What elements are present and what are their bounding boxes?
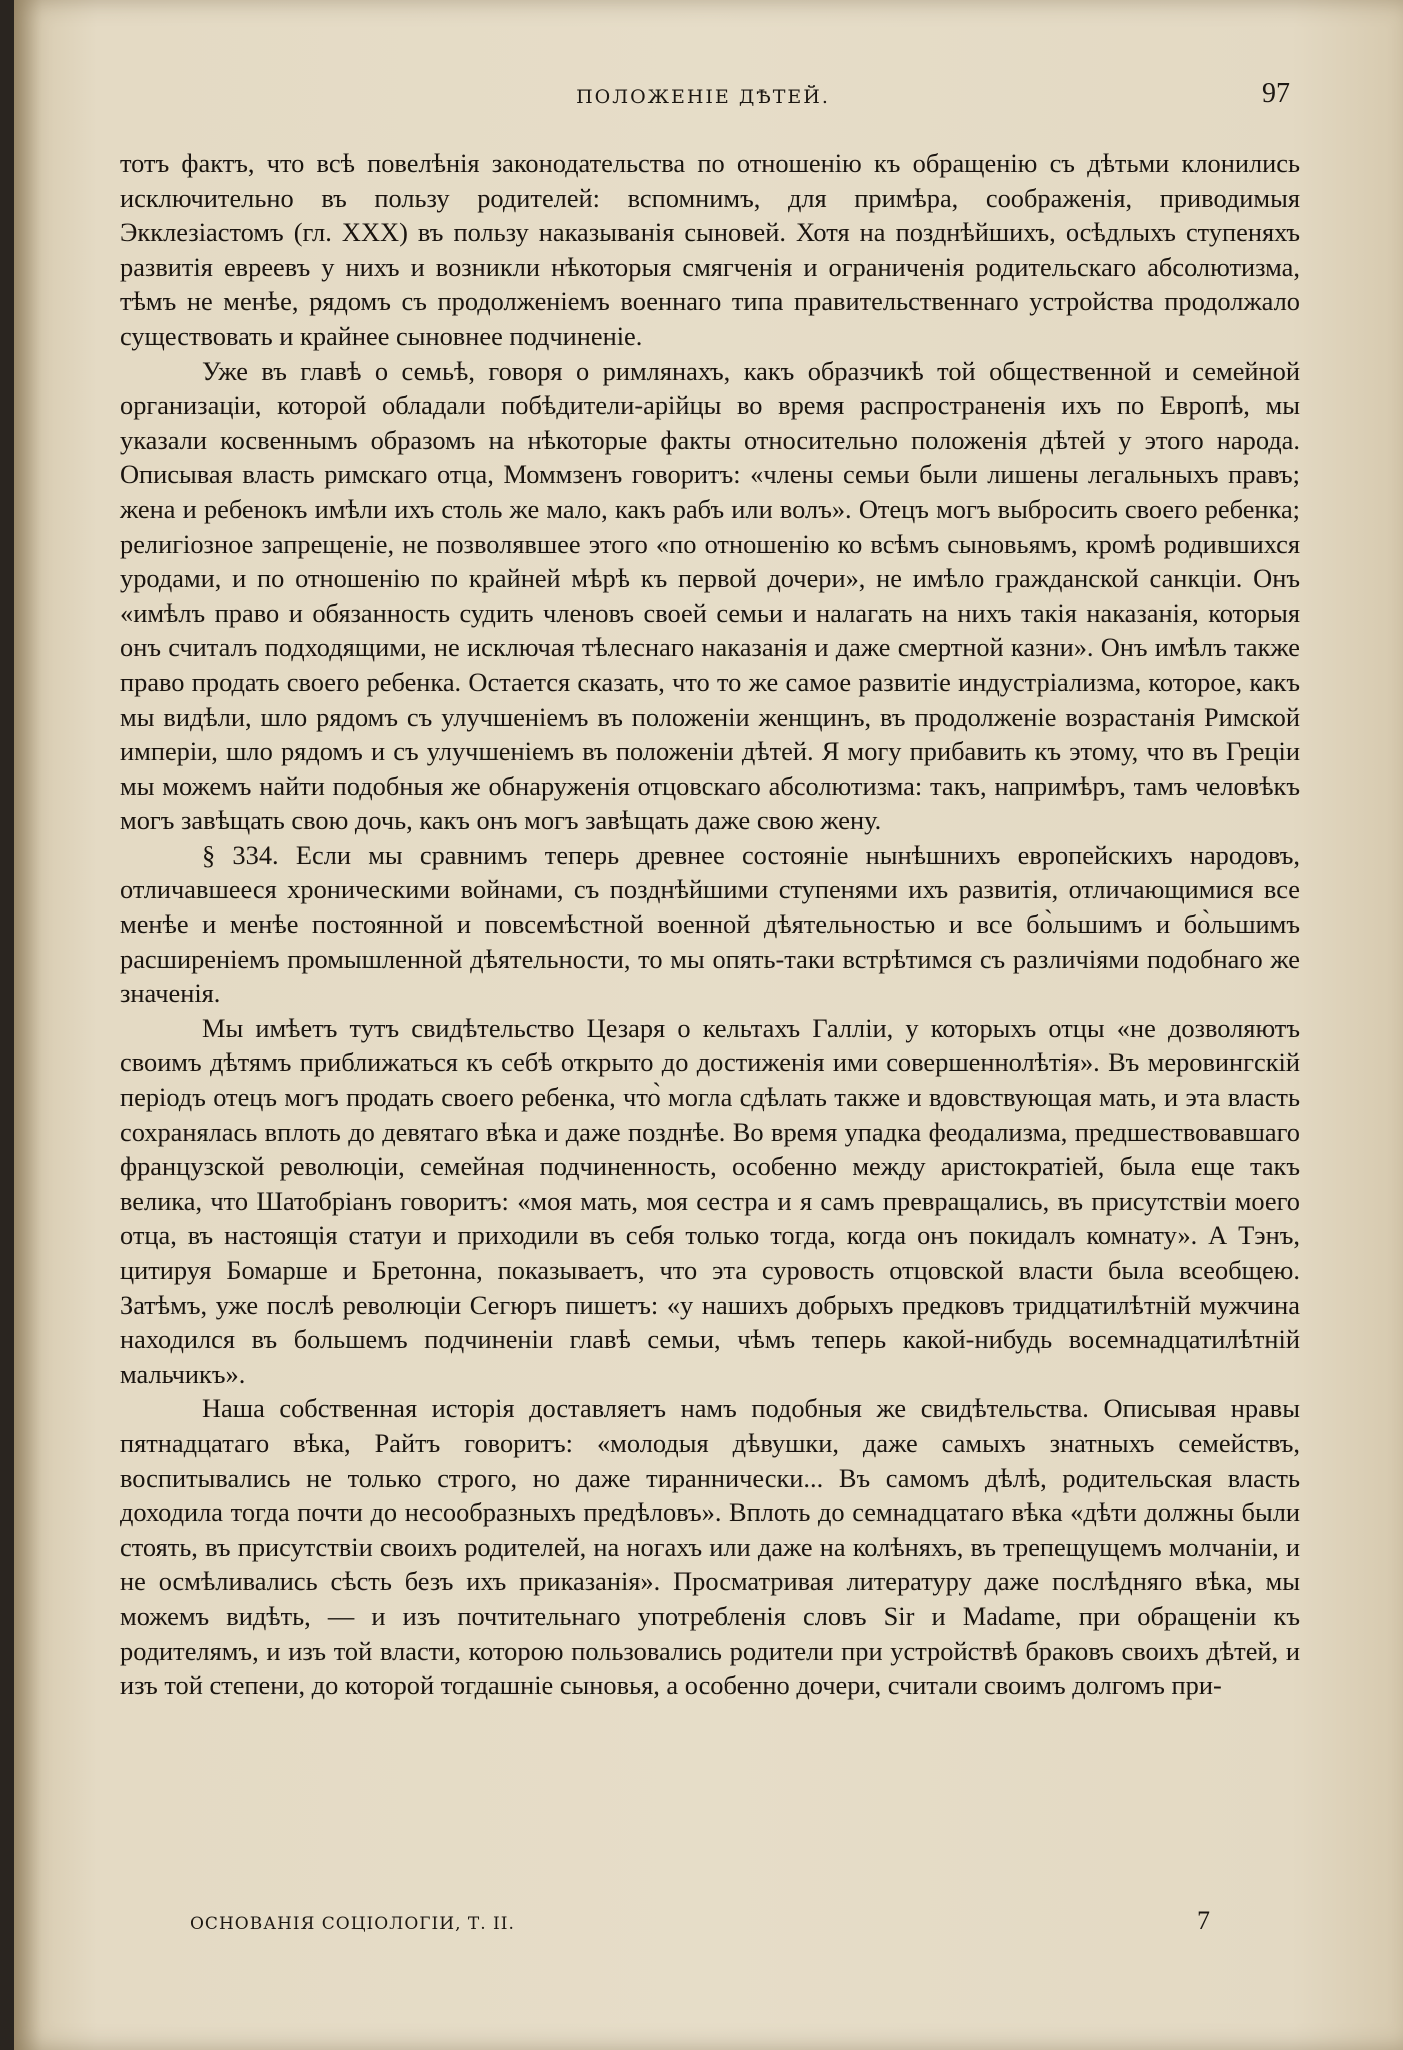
printer-signature: ОСНОВАНІЯ СОЦІОЛОГІИ, Т. II. [190, 1914, 515, 1934]
running-head: ПОЛОЖЕНІЕ ДѢТЕЙ. [576, 86, 830, 108]
paragraph: Мы имѣетъ тутъ свидѣтельство Цезаря о кельтахъ Галліи, у которыхъ отцы «не дозволяютъ своимъ дѣтямъ приближаться къ себѣ открыто до достиженія ими совершеннолѣтія». Въ меровингскій періодъ отецъ могъ продать своего ребенка, что̀ могла сдѣлать также и вдовствующая мать, и эта власть сохранялась вплоть до девятаго вѣка и даже позднѣе. Во время упадка феодализма, предшествовавшаго французской революціи, семейная подчиненность, особенно между аристократіей, была еще такъ велика, что Шатобріанъ говоритъ: «моя мать, моя сестра и я самъ превращались, въ присутствіи моего отца, въ настоящія статуи и приходили въ себя только тогда, когда онъ покидалъ комнату». А Тэнъ, цитируя Бомарше и Бретонна, показываетъ, что эта суровость отцовской власти была всеобщею. Затѣмъ, уже послѣ революціи Сегюръ пишетъ: «у нашихъ добрыхъ предковъ тридцатилѣтній мужчина находился въ большемъ подчиненіи главѣ семьи, чѣмъ теперь какой-нибудь восемнадцатилѣтній мальчикъ». [120, 1012, 1300, 1389]
paragraph: Наша собственная исторія доставляетъ намъ подобныя же свидѣтельства. Описывая нравы пятнадцатаго вѣка, Райтъ говоритъ: «молодыя дѣвушки, даже самыхъ знатныхъ семействъ, воспитывались не только строго, но даже тираннически... Въ самомъ дѣлѣ, родительская власть доходила тогда почти до несообразныхъ предѣловъ». Вплоть до семнадцатаго вѣка «дѣти должны были стоять, въ присутствіи своихъ родителей, на ногахъ или даже на колѣняхъ, въ трепещущемъ молчаніи, и не осмѣливались сѣсть безъ ихъ приказанія». Просматривая литературу даже послѣдняго вѣка, мы можемъ видѣть, — и изъ почтительнаго употребленія словъ Sir и Madame, при обращеніи къ родителямъ, и изъ той власти, которою пользовались родители при устройствѣ браковъ своихъ дѣтей, и изъ той степени, до которой тогдашніе сыновья, а особенно дочери, считали своимъ долгомъ при- [120, 1393, 1300, 1701]
page-number: 97 [1262, 78, 1290, 109]
paragraph: тотъ фактъ, что всѣ повелѣнія законодательства по отношенію къ обращенію съ дѣтьми клонились исключительно въ пользу родителей: вспомнимъ, для примѣра, соображенія, приводимыя Экклезіастомъ (гл. XXX) въ пользу наказыванія сыновей. Хотя на позднѣйшихъ, осѣдлыхъ ступеняхъ развитія евреевъ у нихъ и возникли нѣкоторыя смягченія и ограниченія родительскаго абсолютизма, тѣмъ не менѣе, рядомъ съ продолженіемъ военнаго типа правительственнаго устройства продолжало существовать и крайнее сыновнее подчиненіе. [120, 148, 1300, 351]
paragraph: § 334. Если мы сравнимъ теперь древнее состояніе нынѣшнихъ европейскихъ народовъ, отличавшееся хроническими войнами, съ позднѣйшими ступенями ихъ развитія, отличающимися все менѣе и менѣе постоянной и повсемѣстной военной дѣятельностью и все бо̀льшимъ и бо̀льшимъ расширеніемъ промышленной дѣятельности, то мы опять-таки встрѣтимся съ различіями подобнаго же значенія. [120, 839, 1300, 1009]
page-footer [190, 1906, 1230, 1942]
page-header [110, 78, 1296, 114]
book-page [14, 0, 1403, 2050]
body-text [120, 146, 1300, 1703]
paragraph: Уже въ главѣ о семьѣ, говоря о римлянахъ, какъ образчикѣ той общественной и семейной организаціи, которой обладали побѣдители-арійцы во время распространенія ихъ по Европѣ, мы указали косвеннымъ образомъ на нѣкоторые факты относительно положенія дѣтей у этого народа. Описывая власть римскаго отца, Моммзенъ говоритъ: «члены семьи были лишены легальныхъ правъ; жена и ребенокъ имѣли ихъ столь же мало, какъ рабъ или волъ». Отецъ могъ выбросить своего ребенка; религіозное запрещеніе, не позволявшее этого «по отношенію ко всѣмъ сыновьямъ, кромѣ родившихся уродами, и по отношенію по крайней мѣрѣ къ первой дочери», не имѣло гражданской санкціи. Онъ «имѣлъ право и обязанность судить членовъ своей семьи и налагать на нихъ такія наказанія, которыя онъ считалъ подходящими, не исключая тѣлеснаго наказанія и даже смертной казни». Онъ имѣлъ также право продать своего ребенка. Остается сказать, что то же самое развитіе индустріализма, которое, какъ мы видѣли, шло рядомъ съ улучшеніемъ въ положеніи женщинъ, въ продолженіе возрастанія Римской имперіи, шло рядомъ и съ улучшеніемъ въ положеніи дѣтей. Я могу прибавить къ этому, что въ Греціи мы можемъ найти подобныя же обнаруженія отцовскаго абсолютизма: такъ, напримѣръ, тамъ человѣкъ могъ завѣщать свою дочь, какъ онъ могъ завѣщать даже свою жену. [120, 355, 1300, 836]
sheet-number: 7 [1197, 1906, 1210, 1935]
